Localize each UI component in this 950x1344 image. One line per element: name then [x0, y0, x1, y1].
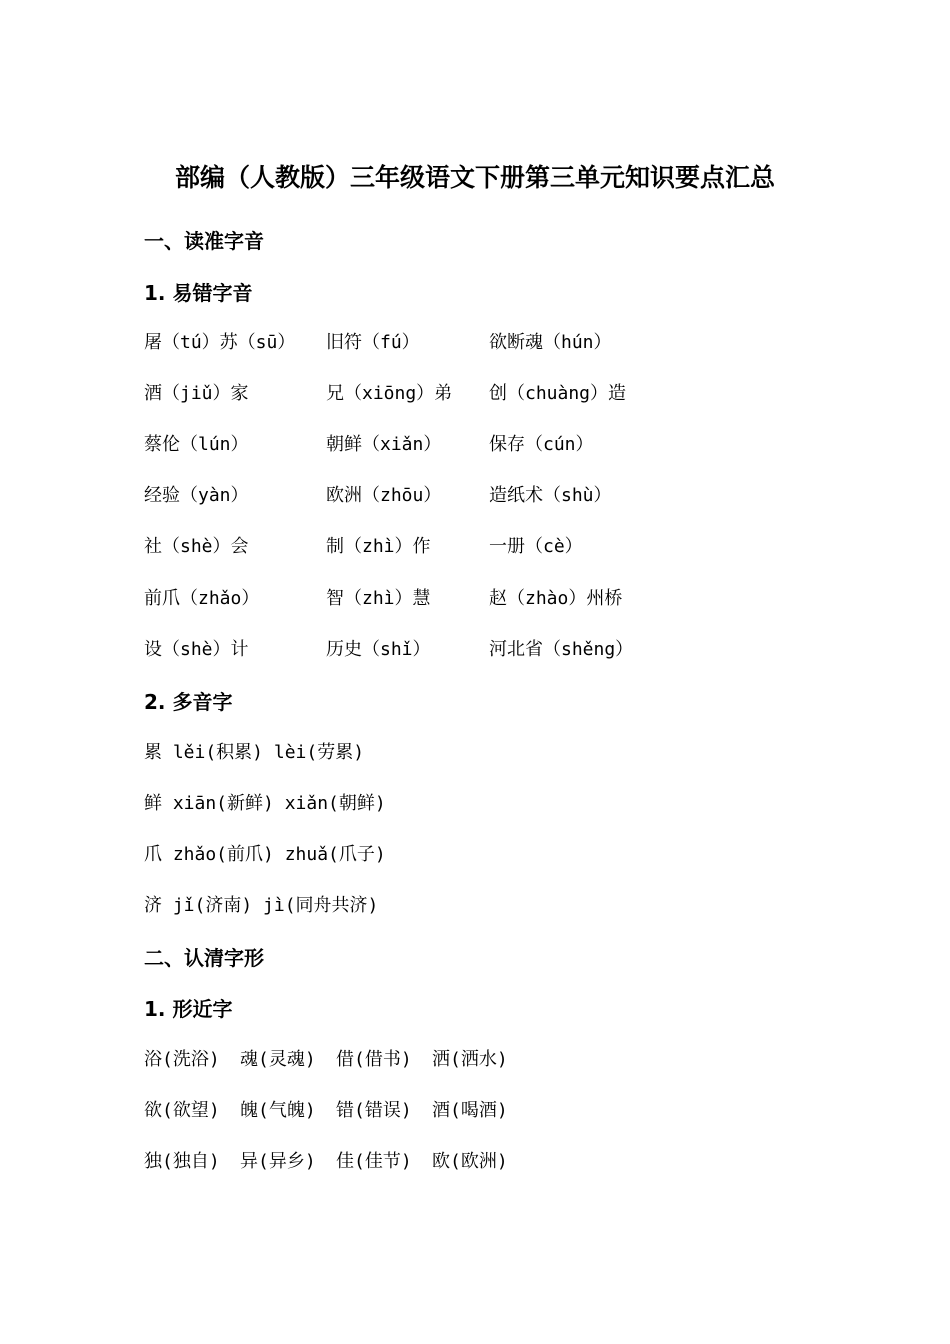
document-title: 部编（人教版）三年级语文下册第三单元知识要点汇总	[174, 163, 775, 192]
polyphonic-item: 爪 zhǎo(前爪) zhuǎ(爪子)	[144, 844, 386, 865]
pronunciation-item: 历史（shǐ）	[326, 639, 431, 660]
similar-character-item: 佳(佳节)	[336, 1151, 412, 1172]
pronunciation-item: 社（shè）会	[144, 536, 249, 557]
pronunciation-item: 经验（yàn）	[144, 485, 249, 506]
section-heading-pronunciation: 一、读准字音	[144, 229, 264, 253]
similar-character-item: 异(异乡)	[240, 1151, 316, 1172]
pronunciation-item: 酒（jiǔ）家	[144, 383, 249, 404]
similar-character-item: 洒(洒水)	[432, 1049, 508, 1070]
subheading-polyphonic-characters: 2. 多音字	[144, 690, 233, 714]
polyphonic-item: 累 lěi(积累) lèi(劳累)	[144, 742, 365, 763]
pronunciation-item: 创（chuàng）造	[489, 383, 627, 404]
pronunciation-item: 前爪（zhǎo）	[144, 588, 260, 609]
pronunciation-item: 旧符（fú）	[326, 332, 420, 353]
pronunciation-item: 一册（cè）	[489, 536, 583, 557]
similar-character-item: 独(独自)	[144, 1151, 220, 1172]
pronunciation-item: 赵（zhào）州桥	[489, 588, 623, 609]
pronunciation-item: 屠（tú）苏（sū）	[144, 332, 296, 353]
pronunciation-item: 河北省（shěng）	[489, 639, 634, 660]
pronunciation-item: 朝鲜（xiǎn）	[326, 434, 442, 455]
pronunciation-item: 设（shè）计	[144, 639, 249, 660]
similar-character-item: 欲(欲望)	[144, 1100, 220, 1121]
pronunciation-item: 兄（xiōng）弟	[326, 383, 453, 404]
polyphonic-item: 济 jǐ(济南) jì(同舟共济)	[144, 895, 379, 916]
pronunciation-item: 制（zhì）作	[326, 536, 431, 557]
subheading-error-prone-pronunciation: 1. 易错字音	[144, 281, 253, 305]
pronunciation-item: 保存（cún）	[489, 434, 594, 455]
pronunciation-item: 造纸术（shù）	[489, 485, 612, 506]
similar-character-item: 魂(灵魂)	[240, 1049, 316, 1070]
similar-character-item: 借(借书)	[336, 1049, 412, 1070]
pronunciation-item: 欧洲（zhōu）	[326, 485, 442, 506]
polyphonic-item: 鲜 xiān(新鲜) xiǎn(朝鲜)	[144, 793, 386, 814]
pronunciation-item: 蔡伦（lún）	[144, 434, 249, 455]
pronunciation-item: 欲断魂（hún）	[489, 332, 612, 353]
section-heading-character-shapes: 二、认清字形	[144, 946, 264, 970]
similar-character-item: 欧(欧洲)	[432, 1151, 508, 1172]
subheading-similar-characters: 1. 形近字	[144, 997, 233, 1021]
similar-character-item: 错(错误)	[336, 1100, 412, 1121]
similar-character-item: 魄(气魄)	[240, 1100, 316, 1121]
similar-character-item: 酒(喝酒)	[432, 1100, 508, 1121]
similar-character-item: 浴(洗浴)	[144, 1049, 220, 1070]
pronunciation-item: 智（zhì）慧	[326, 588, 431, 609]
